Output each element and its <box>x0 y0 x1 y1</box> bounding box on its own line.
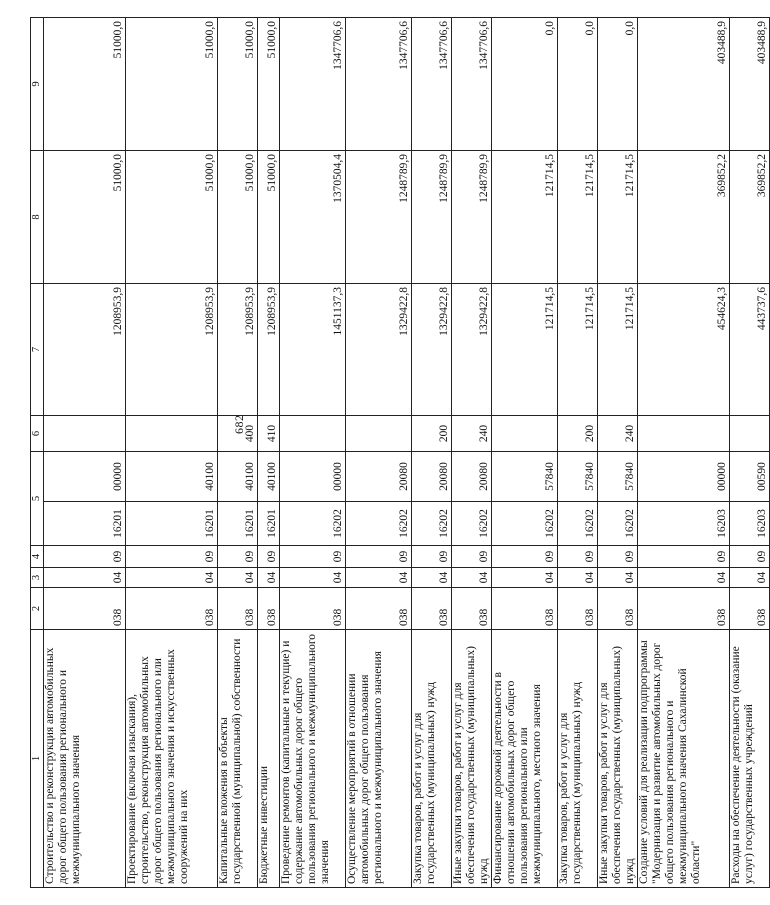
table-row <box>730 18 770 888</box>
cell-c4: 09 <box>218 546 258 568</box>
cell-c2: 038 <box>218 588 258 630</box>
cell-c8: 369852,2 <box>638 151 730 284</box>
table-row <box>258 18 280 888</box>
page-number: 682 <box>232 414 246 434</box>
cell-c6 <box>280 416 346 452</box>
row-description: Финансирование дорожной деятельности в отношении автомобильных дорог общего пользования регионального или межмуниципального, местного значения <box>492 630 558 888</box>
cell-c9: 1347706,6 <box>280 18 346 151</box>
row-description: Бюджетные инвестиции <box>258 630 280 888</box>
cell-c3: 04 <box>346 568 412 588</box>
cell-c6 <box>492 416 558 452</box>
cell-c9: 51000,0 <box>126 18 218 151</box>
cell-c4: 09 <box>638 546 730 568</box>
cell-c4: 09 <box>730 546 770 568</box>
cell-c2: 038 <box>280 588 346 630</box>
cell-c3: 04 <box>126 568 218 588</box>
cell-c6: 200 <box>412 416 452 452</box>
cell-c8: 51000,0 <box>218 151 258 284</box>
cell-c7: 1208953,9 <box>218 284 258 416</box>
row-description: Осуществление мероприятий в отношении автомобильных дорог общего пользования регионального и межмуниципального значения <box>346 630 412 888</box>
cell-c6 <box>44 416 126 452</box>
cell-c8: 1248789,9 <box>452 151 492 284</box>
cell-c5b: 57840 <box>558 452 598 502</box>
cell-c5a: 16203 <box>638 502 730 546</box>
cell-c5b: 20080 <box>412 452 452 502</box>
column-number-row <box>31 18 44 888</box>
cell-c3: 04 <box>258 568 280 588</box>
cell-c5b: 00000 <box>44 452 126 502</box>
cell-c9: 1347706,6 <box>412 18 452 151</box>
cell-c8: 51000,0 <box>258 151 280 284</box>
cell-c7: 1208953,9 <box>258 284 280 416</box>
cell-c6 <box>730 416 770 452</box>
cell-c8: 1248789,9 <box>346 151 412 284</box>
cell-c6 <box>346 416 412 452</box>
cell-c2: 038 <box>346 588 412 630</box>
cell-c7: 121714,5 <box>492 284 558 416</box>
cell-c7: 1329422,8 <box>452 284 492 416</box>
cell-c5a: 16202 <box>492 502 558 546</box>
column-header: 2 <box>31 588 44 630</box>
row-description: Проектирование (включая изыскания), строительство, реконструкция автомобильных дорог общего пользования регионального или межмуниципального значения и искусственных сооружений на них <box>126 630 218 888</box>
cell-c9: 1347706,6 <box>452 18 492 151</box>
cell-c8: 121714,5 <box>598 151 638 284</box>
cell-c5b: 57840 <box>598 452 638 502</box>
cell-c5a: 16202 <box>558 502 598 546</box>
cell-c6: 400 <box>218 416 258 452</box>
cell-c7: 454624,3 <box>638 284 730 416</box>
cell-c8: 51000,0 <box>126 151 218 284</box>
cell-c6 <box>126 416 218 452</box>
column-header: 6 <box>31 416 44 452</box>
cell-c5a: 16201 <box>44 502 126 546</box>
cell-c9: 51000,0 <box>218 18 258 151</box>
cell-c3: 04 <box>638 568 730 588</box>
cell-c8: 121714,5 <box>558 151 598 284</box>
cell-c2: 038 <box>598 588 638 630</box>
table-row <box>452 18 492 888</box>
table-row <box>598 18 638 888</box>
cell-c2: 038 <box>258 588 280 630</box>
cell-c3: 04 <box>44 568 126 588</box>
cell-c5a: 16202 <box>412 502 452 546</box>
cell-c3: 04 <box>412 568 452 588</box>
cell-c8: 1370504,4 <box>280 151 346 284</box>
cell-c7: 443737,6 <box>730 284 770 416</box>
row-description: Строительство и реконструкция автомобильных дорог общего пользования регионального и межмуниципального значения <box>44 630 126 888</box>
column-header: 1 <box>31 630 44 888</box>
table-row <box>492 18 558 888</box>
cell-c2: 038 <box>126 588 218 630</box>
cell-c9: 0,0 <box>492 18 558 151</box>
row-description: Проведение ремонтов (капитальные и текущие) и содержание автомобильных дорог общего пользования регионального и межмуниципального значения <box>280 630 346 888</box>
column-header: 3 <box>31 568 44 588</box>
cell-c4: 09 <box>346 546 412 568</box>
cell-c3: 04 <box>558 568 598 588</box>
cell-c6: 240 <box>452 416 492 452</box>
cell-c5b: 40100 <box>258 452 280 502</box>
cell-c9: 1347706,6 <box>346 18 412 151</box>
cell-c9: 51000,0 <box>258 18 280 151</box>
row-description: Закупка товаров, работ и услуг для государственных (муниципальных) нужд <box>558 630 598 888</box>
table-row <box>126 18 218 888</box>
cell-c5b: 00000 <box>638 452 730 502</box>
cell-c9: 51000,0 <box>44 18 126 151</box>
cell-c7: 1329422,8 <box>412 284 452 416</box>
cell-c9: 0,0 <box>558 18 598 151</box>
cell-c5b: 20080 <box>346 452 412 502</box>
cell-c4: 09 <box>44 546 126 568</box>
cell-c5a: 16203 <box>730 502 770 546</box>
column-header: 7 <box>31 284 44 416</box>
cell-c5b: 40100 <box>126 452 218 502</box>
cell-c3: 04 <box>492 568 558 588</box>
cell-c2: 038 <box>638 588 730 630</box>
cell-c8: 369852,2 <box>730 151 770 284</box>
cell-c3: 04 <box>280 568 346 588</box>
cell-c7: 1329422,8 <box>346 284 412 416</box>
row-description: Расходы на обеспечение деятельности (оказание услуг) государственных учреждений <box>730 630 770 888</box>
cell-c5b: 00000 <box>280 452 346 502</box>
cell-c5a: 16201 <box>126 502 218 546</box>
cell-c3: 04 <box>598 568 638 588</box>
cell-c7: 121714,5 <box>558 284 598 416</box>
table-row <box>558 18 598 888</box>
cell-c4: 09 <box>452 546 492 568</box>
cell-c5a: 16201 <box>258 502 280 546</box>
cell-c3: 04 <box>218 568 258 588</box>
cell-c9: 0,0 <box>598 18 638 151</box>
cell-c4: 09 <box>258 546 280 568</box>
table-row <box>218 18 258 888</box>
cell-c5a: 16202 <box>598 502 638 546</box>
cell-c5b: 40100 <box>218 452 258 502</box>
cell-c2: 038 <box>730 588 770 630</box>
cell-c5b: 57840 <box>492 452 558 502</box>
column-header: 8 <box>31 151 44 284</box>
cell-c9: 403488,9 <box>638 18 730 151</box>
cell-c4: 09 <box>126 546 218 568</box>
table-row <box>44 18 126 888</box>
row-description: Капитальные вложения в объекты государственной (муниципальной) собственности <box>218 630 258 888</box>
cell-c3: 04 <box>452 568 492 588</box>
cell-c2: 038 <box>558 588 598 630</box>
cell-c9: 403488,9 <box>730 18 770 151</box>
cell-c3: 04 <box>730 568 770 588</box>
row-description: Иные закупки товаров, работ и услуг для обеспечения государственных (муниципальных) нужд <box>598 630 638 888</box>
cell-c5a: 16201 <box>218 502 258 546</box>
cell-c4: 09 <box>492 546 558 568</box>
row-description: Иные закупки товаров, работ и услуг для обеспечения государственных (муниципальных) нужд <box>452 630 492 888</box>
row-description: Закупка товаров, работ и услуг для государственных (муниципальных) нужд <box>412 630 452 888</box>
cell-c5a: 16202 <box>346 502 412 546</box>
cell-c7: 1451137,3 <box>280 284 346 416</box>
cell-c6: 200 <box>558 416 598 452</box>
column-header: 4 <box>31 546 44 568</box>
cell-c4: 09 <box>598 546 638 568</box>
table-row <box>412 18 452 888</box>
table-row <box>638 18 730 888</box>
column-header: 9 <box>31 18 44 151</box>
cell-c7: 121714,5 <box>598 284 638 416</box>
cell-c5b: 20080 <box>452 452 492 502</box>
cell-c6: 410 <box>258 416 280 452</box>
table-row <box>346 18 412 888</box>
cell-c6 <box>638 416 730 452</box>
cell-c8: 51000,0 <box>44 151 126 284</box>
cell-c7: 1208953,9 <box>126 284 218 416</box>
cell-c2: 038 <box>44 588 126 630</box>
cell-c8: 1248789,9 <box>412 151 452 284</box>
cell-c6: 240 <box>598 416 638 452</box>
cell-c8: 121714,5 <box>492 151 558 284</box>
cell-c4: 09 <box>558 546 598 568</box>
cell-c5a: 16202 <box>452 502 492 546</box>
cell-c4: 09 <box>412 546 452 568</box>
cell-c2: 038 <box>412 588 452 630</box>
budget-table <box>30 17 770 888</box>
cell-c7: 1208953,9 <box>44 284 126 416</box>
cell-c5a: 16202 <box>280 502 346 546</box>
cell-c2: 038 <box>492 588 558 630</box>
table-row <box>280 18 346 888</box>
row-description: Создание условий для реализации подпрограммы "Модернизация и развитие автомобильных дорог общего пользования регионального и межмуниципального значения Сахалинской области" <box>638 630 730 888</box>
cell-c2: 038 <box>452 588 492 630</box>
cell-c5b: 00590 <box>730 452 770 502</box>
cell-c4: 09 <box>280 546 346 568</box>
column-header: 5 <box>31 452 44 546</box>
